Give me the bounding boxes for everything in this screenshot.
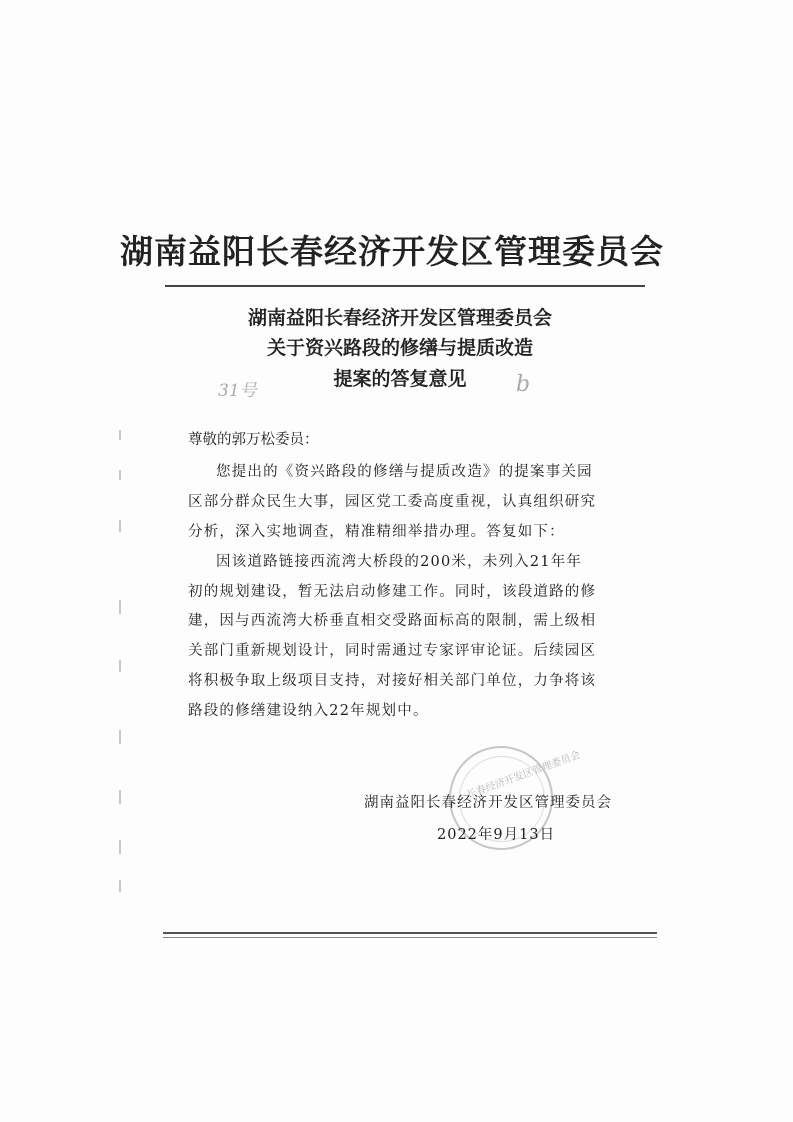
body-line: 区部分群众民生大事，园区党工委高度重视，认真组织研究	[188, 494, 597, 510]
letterhead: 湖南益阳长春经济开发区管理委员会	[120, 232, 664, 271]
footer-rule-thick	[163, 932, 657, 934]
scan-mark	[119, 430, 121, 440]
handwritten-note-left: 31号	[218, 381, 257, 401]
document-title-line-2: 关于资兴路段的修缮与提质改造	[266, 337, 533, 359]
body-line: 您提出的《资兴路段的修缮与提质改造》的提案事关园	[216, 464, 593, 480]
body-line: 因该道路链接西流湾大桥段的200米，未列入21年年	[216, 554, 583, 570]
scan-mark	[119, 520, 121, 532]
scan-mark	[119, 840, 121, 854]
scan-mark	[119, 730, 121, 744]
footer-rule-thin	[163, 937, 657, 938]
body-line: 分析，深入实地调查，精准精细举措办理。答复如下：	[188, 524, 565, 540]
scan-mark	[119, 470, 121, 480]
scan-mark	[119, 660, 121, 672]
body-line: 初的规划建设，暂无法启动修建工作。同时，该段道路的修	[188, 584, 597, 600]
document-title-line-1: 湖南益阳长春经济开发区管理委员会	[247, 307, 552, 329]
handwritten-note-right: b	[516, 372, 531, 397]
seal-text: 长春经济开发区管理委员会	[465, 749, 582, 802]
body-line: 关部门重新规划设计，同时需通过专家评审论证。后续园区	[188, 643, 597, 659]
letterhead-rule	[165, 285, 645, 287]
signature-organization: 湖南益阳长春经济开发区管理委员会	[364, 795, 612, 811]
scan-mark	[119, 790, 121, 804]
salutation: 尊敬的郭万松委员：	[188, 432, 319, 448]
document-title-line-3: 提案的答复意见	[333, 368, 467, 390]
body-line: 路段的修缮建设纳入22年规划中。	[188, 703, 429, 719]
body-line: 将积极争取上级项目支持，对接好相关部门单位，力争将该	[188, 673, 597, 689]
body-line: 建，因与西流湾大桥垂直相交受路面标高的限制，需上级相	[188, 613, 597, 629]
signature-date: 2022年9月13日	[437, 827, 556, 843]
scan-mark	[119, 880, 121, 892]
scan-mark	[119, 600, 121, 614]
